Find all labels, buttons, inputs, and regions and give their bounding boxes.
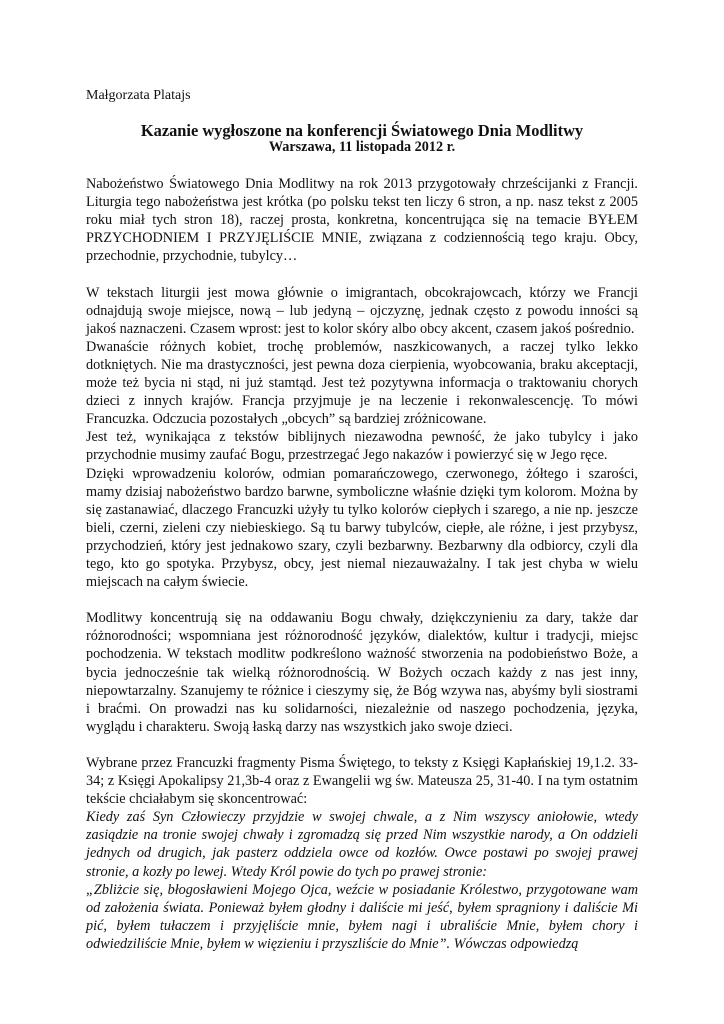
paragraph-quote-2: „Zbliżcie się, błogosławieni Mojego Ojca, weźcie w posiadanie Królestwo, przygotowane wam od założenia świata. Ponieważ byłem głodny i daliście mi jeść, byłem spragniony i daliście Mi pić, byłem tułaczem i przyjęliście mnie, byłem nagi i ubraliście Mnie, byłem chory i odwiedziliście Mnie, byłem w więzieniu i przyszliście do Mnie”. Wówczas odpowiedzą bbox=[86, 881, 638, 952]
document-title: Kazanie wygłoszone na konferencji Światowego Dnia Modlitwy bbox=[140, 121, 584, 140]
paragraph-prayers: Modlitwy koncentrują się na oddawaniu Bogu chwały, dziękczynieniu za dary, także dar różnorodności; wspomniana jest różnorodność języków, dialektów, kultur i tradycji, miejsc pochodzenia. W tekstach modlitw podkreślono ważność stworzenia na podobieństwo Boże, a bycia jednocześnie tak wielką różnorodnością. W Bożych oczach każdy z nas jest inny, niepowtarzalny. Szanujemy te różnice i cieszymy się, że Bóg wzywa nas, abyśmy byli siostrami i braćmi. On prowadzi nas ku solidarności, niezależnie od naszego pochodzenia, języka, wyglądu i charakteru. Swoją łaską darzy nas wszystkich jako swoje dzieci. bbox=[86, 610, 638, 735]
paragraph-intro: Nabożeństwo Światowego Dnia Modlitwy na rok 2013 przygotowały chrześcijanki z Francji. Liturgia tego nabożeństwa jest krótka (po polsku tekst ten liczy 6 stron, a np. nasz tekst z 2005 roku miał tych stron 18), raczej prosta, konkretna, koncentrująca się na temacie BYŁEM PRZYCHODNIEM I PRZYJĘLIŚCIE MNIE, związana z codziennością tego kraju. Obcy, przechodnie, przychodnie, tubylcy… bbox=[86, 176, 638, 265]
paragraph-colors: Dzięki wprowadzeniu kolorów, odmian pomarańczowego, czerwonego, żółtego i szarości, mamy dzisiaj nabożeństwo bardzo barwne, symboliczne właśnie dzięki tym kolorom. Można by się zastanawiać, dlaczego Francuzki użyły tu tylko kolorów ciepłych i szarego, a nie np. jeszcze bieli, czerni, zieleni czy niebieskiego. Są tu barwy tubylców, ciepłe, ale różne, i jest przybysz, przychodzień, który jest jednakowo szary, czyli bezbarwny. Bezbarwny dla odbiorcy, czyli dla tego, kto go spotyka. Przybysz, obcy, jest niemal niezauważalny. I tak jest chyba w wielu miejscach na całym świecie. bbox=[86, 465, 638, 591]
paragraph-trust: Jest też, wynikająca z tekstów biblijnych niezawodna pewność, że jako tubylcy i jako przychodnie musimy zaufać Bogu, przestrzegać Jego nakazów i powierzyć się w Jego ręce. bbox=[86, 429, 638, 464]
document-body bbox=[86, 175, 638, 953]
paragraph-quote-1: Kiedy zaś Syn Człowieczy przyjdzie w swojej chwale, a z Nim wszyscy aniołowie, wtedy zasiądzie na tronie swojej chwały i zgromadzą się przed Nim wszystkie narody, a On oddzieli jednych od drugich, jak pasterz oddziela owce od kozłów. Owce postawi po swojej prawej stronie, a kozły po lewej. Wtedy Król powie do tych po prawej stronie: bbox=[86, 809, 638, 880]
document-subtitle: Warszawa, 11 listopada 2012 r. bbox=[268, 139, 456, 155]
paragraph-scripture: Wybrane przez Francuzki fragmenty Pisma Świętego, to teksty z Księgi Kapłańskiej 19,1.2. 33-34; z Księgi Apokalipsy 21,3b-4 oraz z Ewangelii wg św. Mateusza 25, 31-40. I na tym ostatnim tekście chciałabym się skoncentrować: bbox=[86, 755, 638, 808]
paragraph-twelve-women: Dwanaście różnych kobiet, trochę problemów, naszkicowanych, a raczej tylko lekko dotkniętych. Nie ma drastyczności, jest pewna doza cierpienia, wyobcowania, braku akceptacji, może też bycia ni stąd, ni już stamtąd. Jest też pozytywna informacja o traktowaniu chorych dzieci z innych krajów. Francja przyjmuje je na leczenie i rekonwalescencję. To mówi Francuzka. Odczucia pozostałych „obcych” są bardziej zróżnicowane. bbox=[86, 338, 638, 428]
author-name: Małgorzata Platajs bbox=[86, 88, 191, 103]
paragraph-immigrants: W tekstach liturgii jest mowa głównie o imigrantach, obcokrajowcach, którzy we Francji odnajdują swoje miejsce, nową – lub jedyną – ojczyznę, jednak często z powodu inności są jakoś naznaczeni. Czasem wprost: jest to kolor skóry albo obcy akcent, czasem jakoś pośrednio. bbox=[86, 284, 638, 337]
